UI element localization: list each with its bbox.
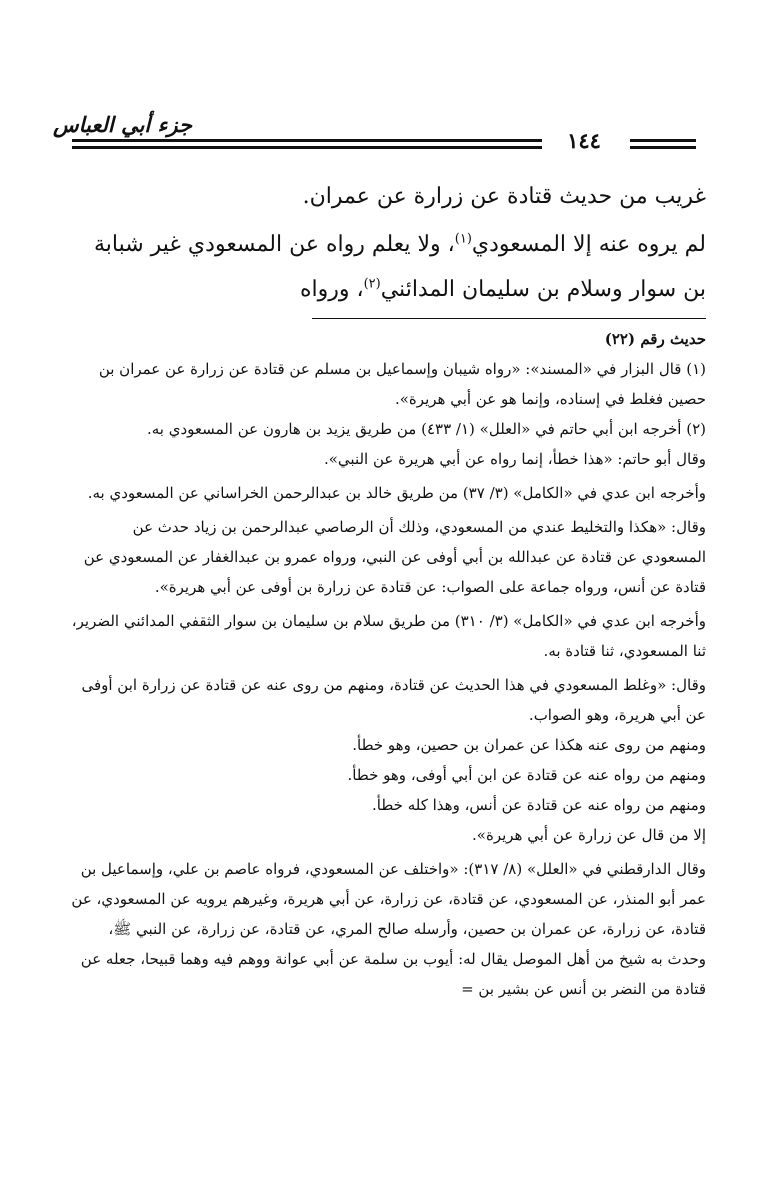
header-rule <box>72 146 542 149</box>
footnote-paragraph: ومنهم من رواه عنه عن قتادة عن أنس، وهذا كله خطأ. <box>372 796 706 814</box>
main-text <box>72 174 706 312</box>
footnote-paragraph: ومنهم من رواه عنه عن قتادة عن ابن أبي أوفى، وهو خطأ. <box>347 766 706 784</box>
footnote-paragraph: (٢) أخرجه ابن أبي حاتم في «العلل» (١/ ٤٣٣) من طريق يزيد بن هارون عن المسعودي به. <box>146 420 706 438</box>
main-text-segment: ، ولا يعلم رواه عن المسعودي غير شبابة بن سوار وسلام بن سليمان المدائني <box>93 232 706 302</box>
footnotes <box>66 322 706 1004</box>
footnote-paragraph: وأخرجه ابن عدي في «الكامل» (٣/ ٣٧) من طريق خالد بن عبدالرحمن الخراساني عن المسعودي به. <box>87 484 706 502</box>
running-title: جزء أبي العباس <box>53 112 192 137</box>
footnote-paragraph: وقال: «هكذا والتخليط عندي من المسعودي، وذلك أن الرصاصي عبدالرحمن بن زياد حدث عن المسعودي عن قتادة عن عبدالله بن أبي أوفى عن النبي، ورواه عمرو بن عبدالغفار عن المسعودي عن قتادة عن أنس، ورواه جماعة على الصواب: عن قتادة عن زرارة بن أوفى عن أبي هريرة». <box>83 518 706 596</box>
main-line: غريب من حديث قتادة عن زرارة عن عمران. <box>302 184 706 209</box>
footnote-ref-2: (٢) <box>363 276 381 292</box>
footnote-paragraph: وقال أبو حاتم: «هذا خطأ، إنما رواه عن أبي هريرة عن النبي». <box>323 450 706 468</box>
footnote-paragraph: وقال الدارقطني في «العلل» (٨/ ٣١٧): «واختلف عن المسعودي، فرواه عاصم بن علي، وإسماعيل بن عمر أبو المنذر، عن المسعودي، عن قتادة، عن زرارة، عن أبي هريرة، وغيرهم يرويه عن المسعودي، عن قتادة، عن زرارة، عن عمران بن حصين، وأرسله صالح المري، عن قتادة، عن زرارة، عن النبي ﷺ، وحدث به شيخ من أهل الموصل يقال له: أيوب بن سلمة عن أبي عوانة ووهم فيه وهما قبيحا، جعله عن قتادة من النضر بن أنس عن بشير بن = <box>71 860 706 998</box>
footnote-paragraph: (١) قال البزار في «المسند»: «رواه شيبان وإسماعيل بن مسلم عن قتادة عن زرارة عن عمران بن حصين فغلط في إسناده، وإنما هو عن أبي هريرة». <box>98 360 706 408</box>
main-text-segment: ، ورواه <box>299 277 364 302</box>
footnote-heading: حديث رقم (٢٢) <box>604 330 706 348</box>
page-number: ١٤٤ <box>567 128 601 153</box>
header-rule <box>630 139 696 142</box>
footnote-paragraph: إلا من قال عن زرارة عن أبي هريرة». <box>472 826 706 844</box>
header-rule <box>630 146 696 149</box>
footnote-paragraph: وأخرجه ابن عدي في «الكامل» (٣/ ٣١٠) من طريق سلام بن سليمان بن سوار الثقفي المدائني الضرير، ثنا المسعودي، ثنا قتادة به. <box>71 612 706 660</box>
main-text-segment: لم يروه عنه إلا المسعودي <box>471 232 706 257</box>
footnote-paragraph: ومنهم من روى عنه هكذا عن عمران بن حصين، وهو خطأ. <box>352 736 706 754</box>
footnote-ref-1: (١) <box>454 231 472 247</box>
main-paragraph <box>72 222 706 312</box>
footnote-paragraph: وقال: «وغلط المسعودي في هذا الحديث عن قتادة، ومنهم من روى عنه عن قتادة عن زرارة ابن أوفى عن أبي هريرة، وهو الصواب. <box>81 676 706 724</box>
header-rule <box>72 139 542 142</box>
footnote-separator <box>312 318 706 319</box>
